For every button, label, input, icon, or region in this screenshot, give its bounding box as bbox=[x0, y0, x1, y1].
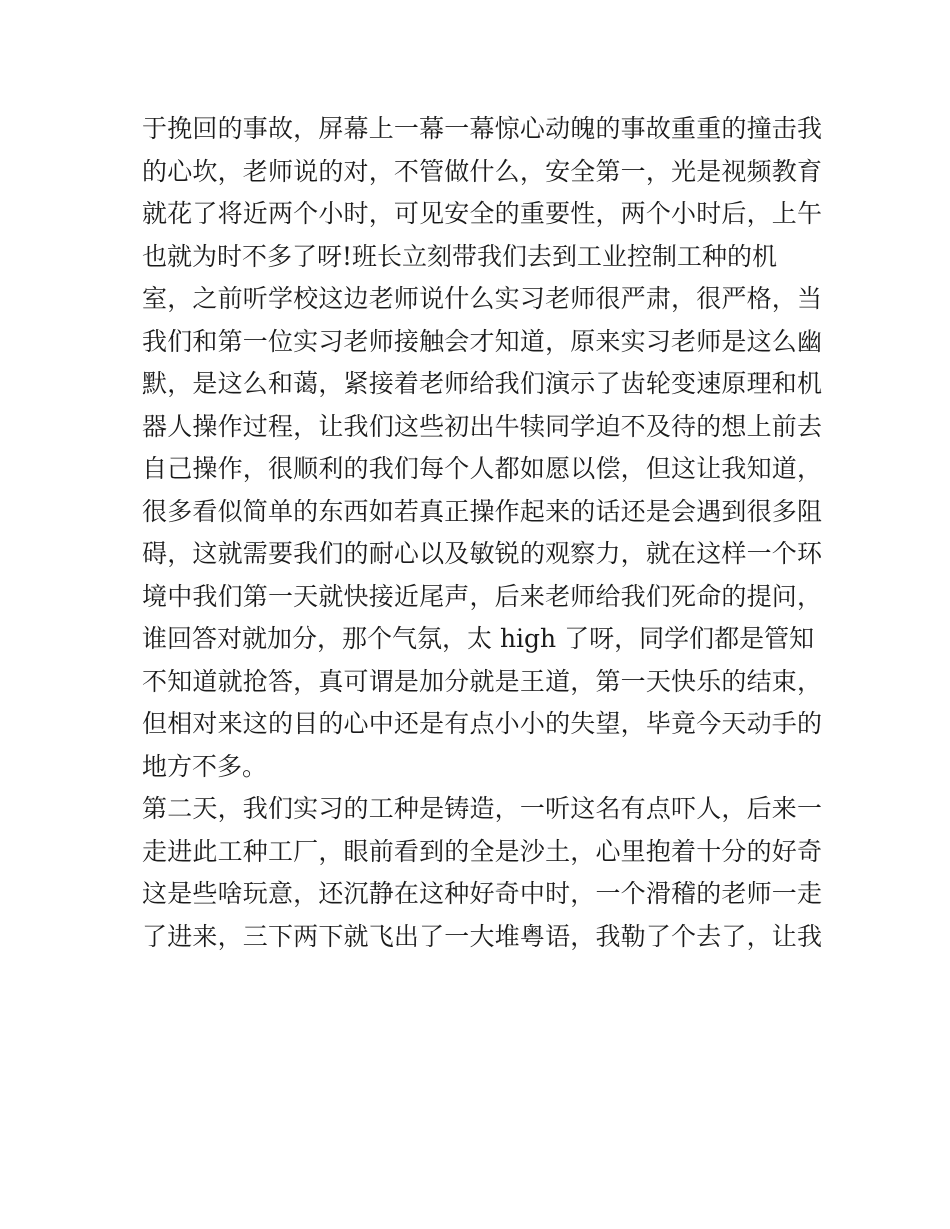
text-line: 但相对来这的目的心中还是有点小小的失望，毕竟今天动手的 bbox=[142, 709, 822, 738]
text-line: 自己操作，很顺利的我们每个人都如愿以偿，但这让我知道， bbox=[142, 454, 822, 483]
text-line: 于挽回的事故，屏幕上一幕一幕惊心动魄的事故重重的撞击我 bbox=[142, 114, 822, 143]
text-line: 也就为时不多了呀!班长立刻带我们去到工业控制工种的机 bbox=[142, 241, 778, 271]
text-line: 碍，这就需要我们的耐心以及敏锐的观察力，就在这样一个环 bbox=[142, 539, 822, 568]
text-line: 第二天，我们实习的工种是铸造，一听这名有点吓人，后来一 bbox=[142, 794, 822, 823]
text-line: 走进此工种工厂，眼前看到的全是沙土，心里抱着十分的好奇 bbox=[142, 836, 822, 866]
body-text bbox=[142, 108, 822, 958]
text-line: 很多看似简单的东西如若真正操作起来的话还是会遇到很多阻 bbox=[142, 496, 822, 526]
text-line: 室，之前听学校这边老师说什么实习老师很严肃，很严格，当 bbox=[142, 284, 822, 313]
text-line: 器人操作过程，让我们这些初出牛犊同学迫不及待的想上前去 bbox=[142, 411, 822, 441]
text-line: 谁回答对就加分，那个气氛，太 high 了呀，同学们都是管知 bbox=[142, 624, 815, 653]
text-line: 不知道就抢答，真可谓是加分就是王道，第一天快乐的结束， bbox=[142, 666, 822, 696]
text-line: 我们和第一位实习老师接触会才知道，原来实习老师是这么幽 bbox=[142, 326, 822, 356]
text-line: 境中我们第一天就快接近尾声，后来老师给我们死命的提问， bbox=[142, 581, 822, 611]
text-line: 的心坎，老师说的对，不管做什么，安全第一，光是视频教育 bbox=[142, 156, 822, 186]
text-line: 这是些啥玩意，还沉静在这种好奇中时，一个滑稽的老师一走 bbox=[142, 879, 822, 908]
text-line: 了进来，三下两下就飞出了一大堆粤语，我勒了个去了，让我 bbox=[142, 921, 822, 951]
text-line: 默，是这么和蔼，紧接着老师给我们演示了齿轮变速原理和机 bbox=[142, 369, 822, 398]
text-line: 就花了将近两个小时，可见安全的重要性，两个小时后，上午 bbox=[142, 199, 822, 228]
text-line: 地方不多。 bbox=[142, 751, 268, 781]
